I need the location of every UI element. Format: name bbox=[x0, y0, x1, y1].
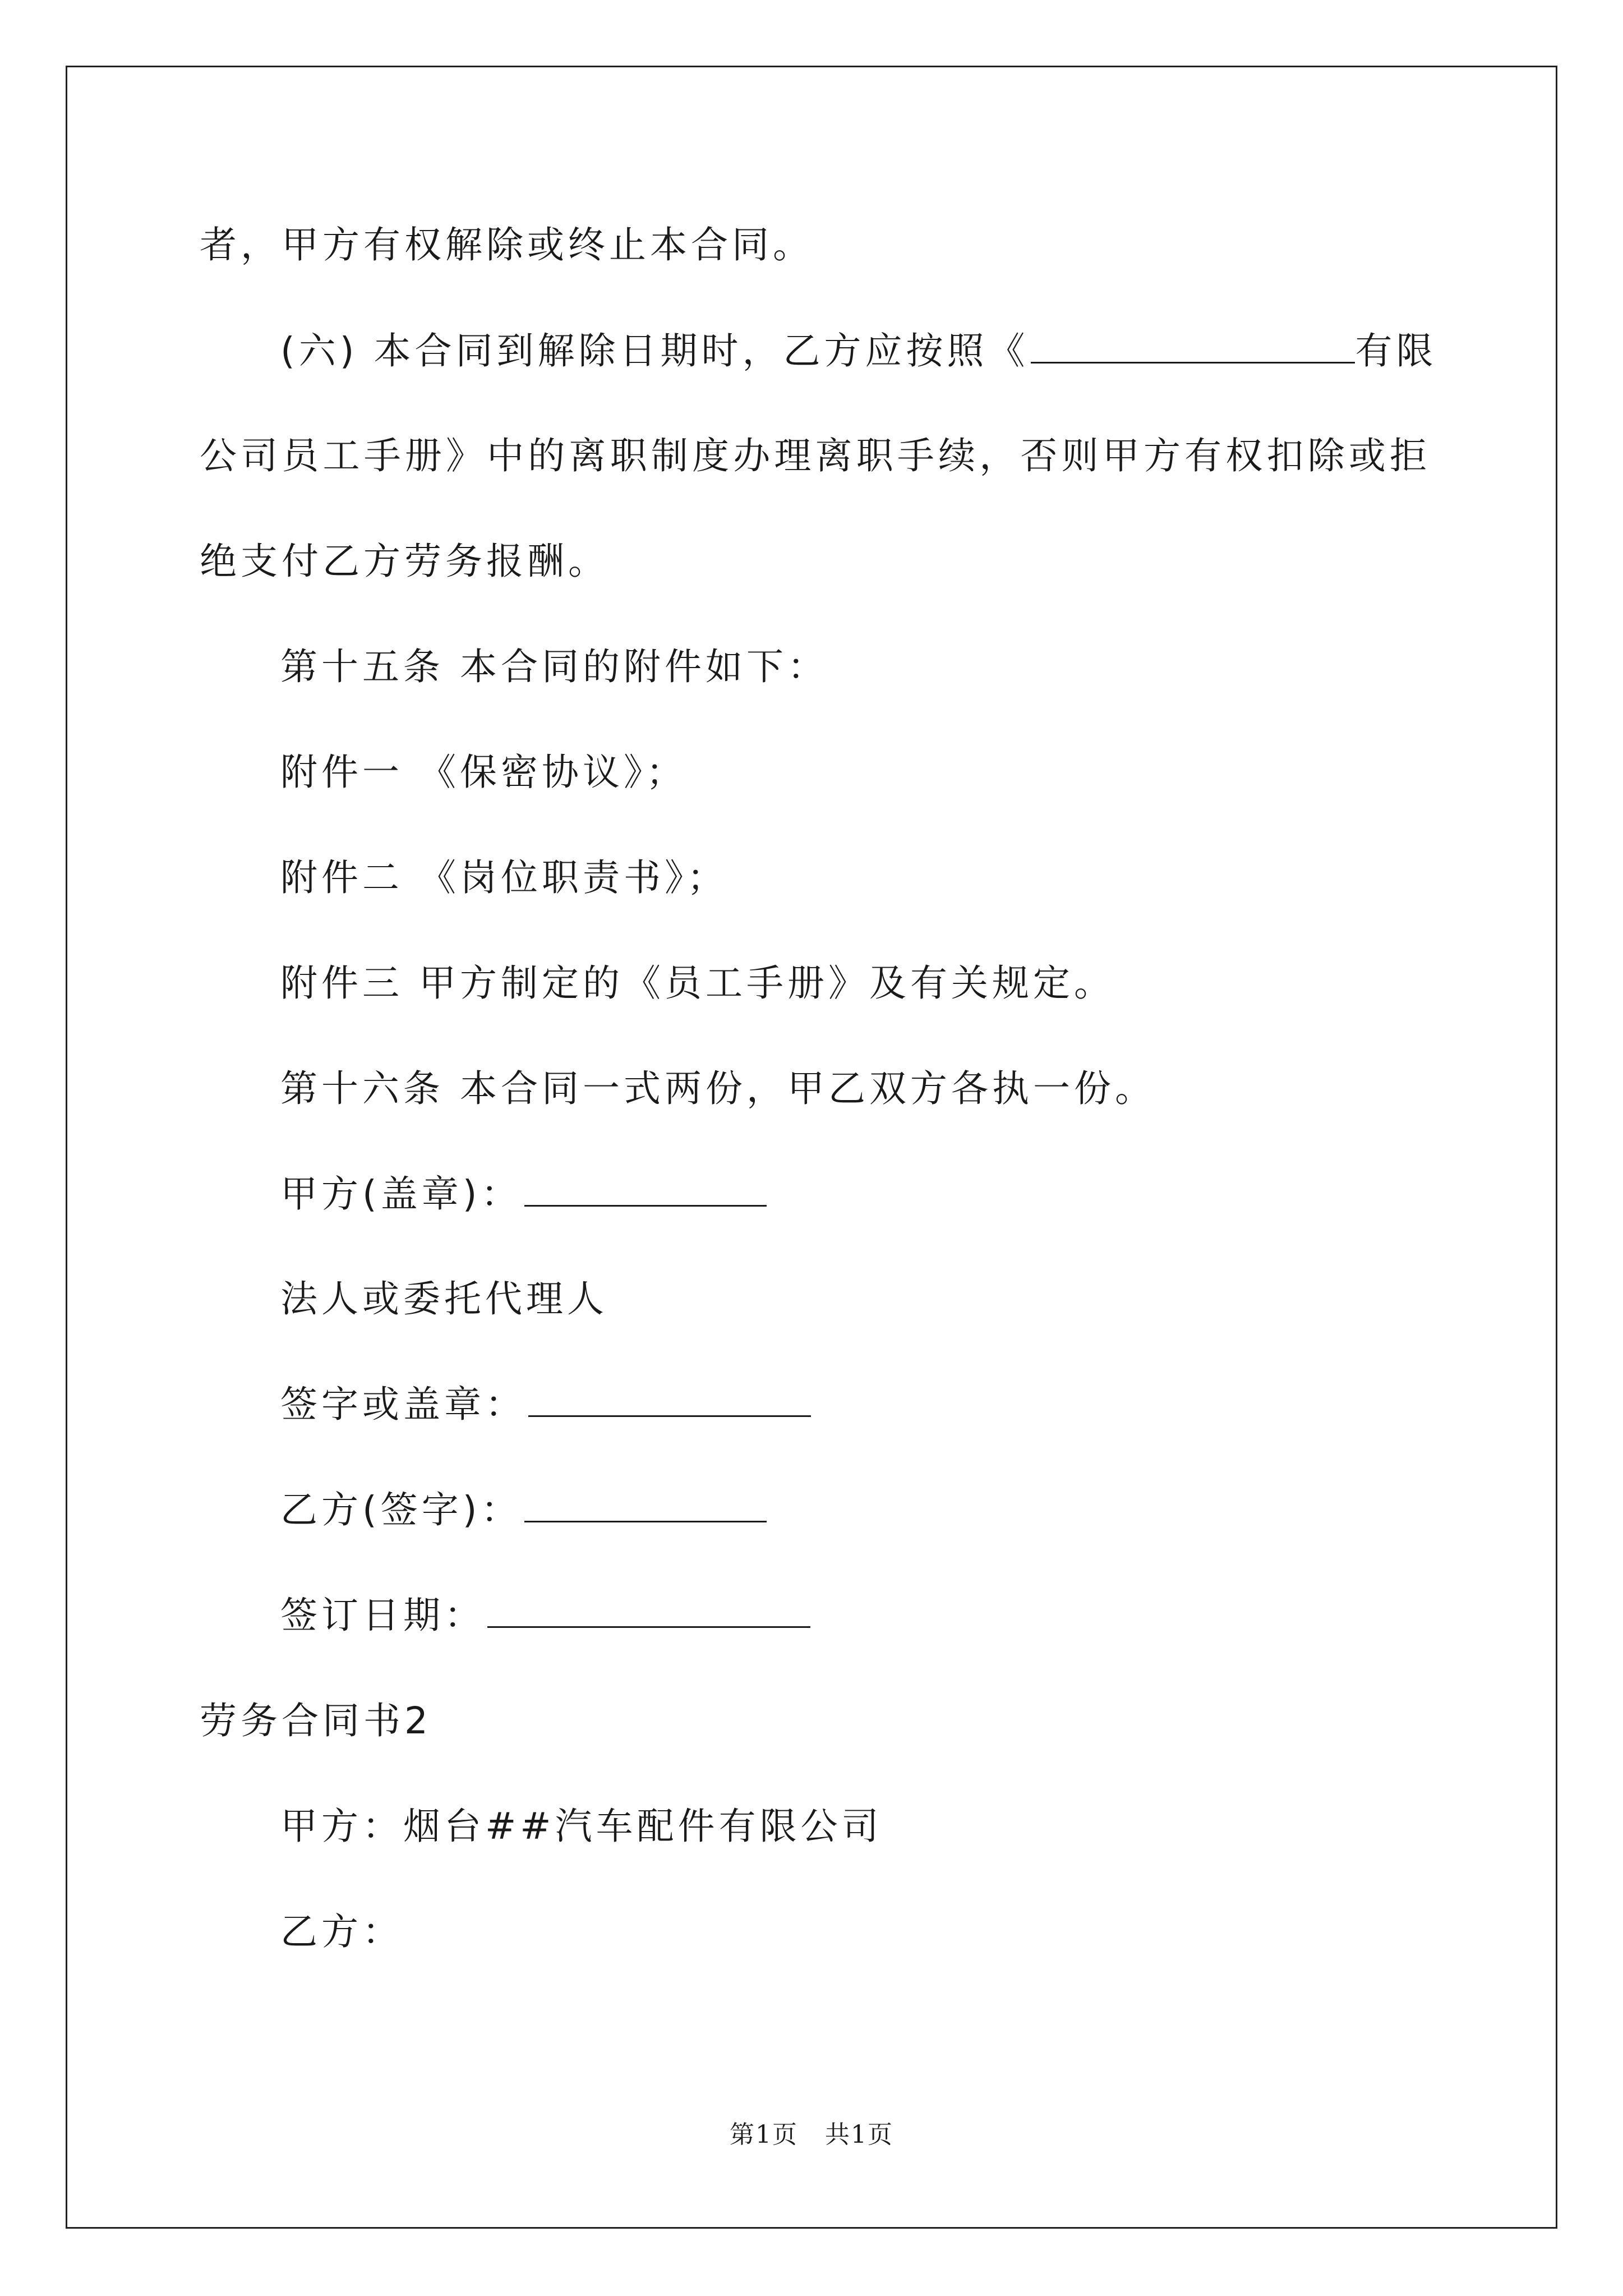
signature-seal-line bbox=[280, 1382, 811, 1427]
signature-seal-label: 签字或盖章： bbox=[280, 1383, 526, 1426]
sign-date-blank bbox=[487, 1594, 810, 1628]
section-title: 劳务合同书2 bbox=[200, 1699, 432, 1742]
text-line: 绝支付乙方劳务报酬。 bbox=[200, 540, 609, 583]
company-name-blank bbox=[1031, 329, 1355, 364]
attachment-3: 附件三 甲方制定的《员工手册》及有关规定。 bbox=[280, 961, 1115, 1005]
clause-6-text: (六) 本合同到解除日期时，乙方应按照《 bbox=[280, 329, 1029, 372]
signature-seal-blank bbox=[528, 1383, 811, 1417]
text-line-clause-6 bbox=[280, 329, 1437, 374]
party-a-seal-blank bbox=[524, 1172, 767, 1207]
party-b-sign-blank bbox=[524, 1488, 767, 1522]
party-a-name: 甲方：烟台##汽车配件有限公司 bbox=[280, 1805, 883, 1848]
sign-date-label: 签订日期： bbox=[280, 1594, 485, 1637]
article-16-heading: 第十六条 本合同一式两份，甲乙双方各执一份。 bbox=[280, 1067, 1156, 1110]
party-b-name: 乙方： bbox=[280, 1910, 403, 1953]
party-a-seal-label: 甲方(盖章)： bbox=[280, 1172, 522, 1216]
page-border bbox=[66, 66, 1557, 2229]
article-15-heading: 第十五条 本合同的附件如下： bbox=[280, 645, 828, 688]
text-line: 者，甲方有权解除或终止本合同。 bbox=[200, 223, 814, 266]
sign-date-line bbox=[280, 1593, 810, 1638]
text-line: 公司员工手册》中的离职制度办理离职手续，否则甲方有权扣除或拒 bbox=[200, 434, 1427, 477]
party-b-sign-line bbox=[280, 1488, 767, 1533]
party-a-seal-line bbox=[280, 1172, 767, 1217]
attachment-1: 附件一 《保密协议》； bbox=[280, 751, 687, 794]
clause-6-text-end: 有限 bbox=[1355, 329, 1437, 372]
page-footer: 第1页 共1页 bbox=[730, 2120, 893, 2149]
legal-representative-label: 法人或委托代理人 bbox=[280, 1277, 608, 1320]
party-b-sign-label: 乙方(签字)： bbox=[280, 1488, 522, 1531]
attachment-2: 附件二 《岗位职责书》； bbox=[280, 856, 728, 899]
